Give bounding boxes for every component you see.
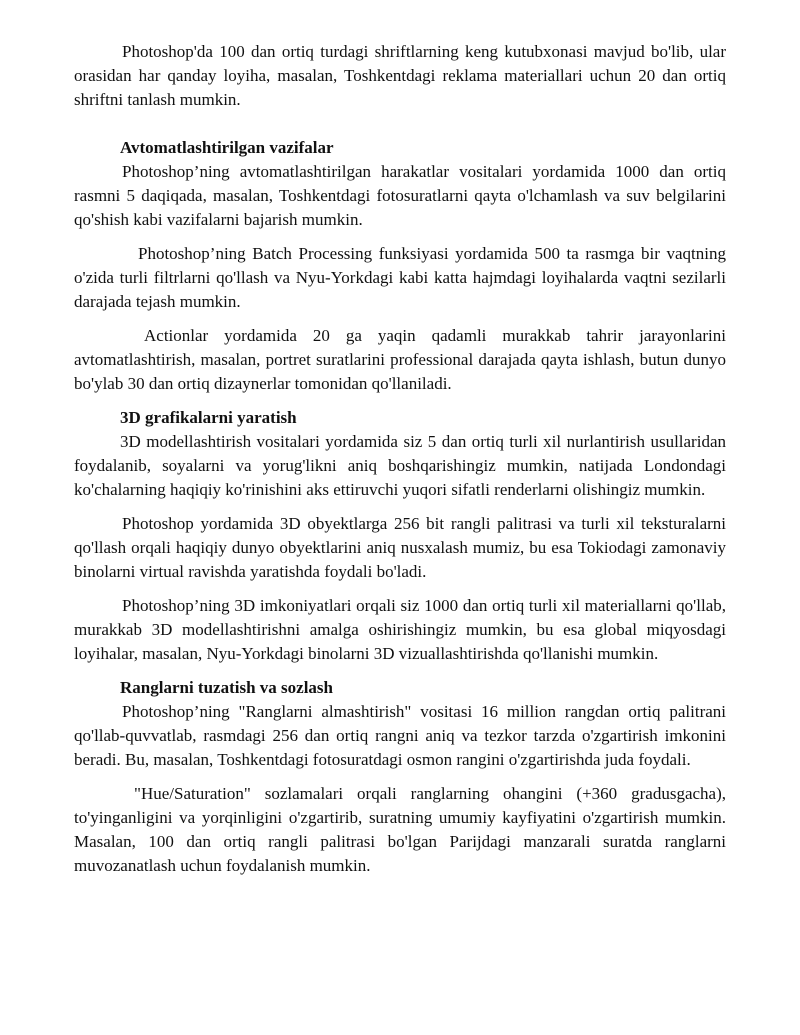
paragraph-3d-textures: Photoshop yordamida 3D obyektlarga 256 bit rangli palitrasi va turli xil teksturalarni qo'llash orqali haqiqiy dunyo obyektlarini aniq nusxalash mumiz, bu esa Tokiodagi zamonaviy binolarni virtual ravishda yaratishda foydali bo'ladi.	[74, 514, 726, 581]
heading-color-correction: Ranglarni tuzatish va sozlash	[120, 678, 333, 697]
paragraph-actions: Actionlar yordamida 20 ga yaqin qadamli murakkab tahrir jarayonlarini avtomatlashtirish, masalan, portret suratlarini professional darajada qayta ishlash, butun dunyo bo'ylab 30 dan ortiq dizaynerlar tomonidan qo'llaniladi.	[74, 326, 726, 393]
document-page	[74, 40, 726, 878]
paragraph-hue-saturation: "Hue/Saturation" sozlamalari orqali ranglarning ohangini (+360 gradusgacha), to'yinganligini va yorqinligini o'zgartirib, suratning umumiy kayfiyatini o'zgartirish mumkin. Masalan, 100 dan ortiq rangli palitrasi bo'lgan Parijdagi manzarali suratda ranglarni muvozanatlash uchun foydalanish mumkin.	[74, 784, 726, 875]
paragraph-3d-materials: Photoshop’ning 3D imkoniyatlari orqali siz 1000 dan ortiq turli xil materiallarni qo'llab, murakkab 3D modellashtirishni amalga oshirishingiz mumkin, bu esa global miqyosdagi loyihalar, masalan, Nyu-Yorkdagi binolarni 3D vizuallashtirishda qo'llanishi mumkin.	[74, 596, 726, 663]
paragraph-3d-modeling: 3D modellashtirish vositalari yordamida siz 5 dan ortiq turli xil nurlantirish usullaridan foydalanib, soyalarni va yorug'likni aniq boshqarishingiz mumkin, natijada Londondagi ko'chalarning haqiqiy ko'rinishini aks ettiruvchi yuqori sifatli renderlarni olishingiz mumkin.	[74, 432, 726, 499]
paragraph-replace-color: Photoshop’ning "Ranglarni almashtirish" vositasi 16 million rangdan ortiq palitrani qo'llab-quvvatlab, rasmdagi 256 dan ortiq rangni aniq va tezkor tarzda o'zgartirish imkonini beradi. Bu, masalan, Toshkentdagi fotosuratdagi osmon rangini o'zgartirishda juda foydali.	[74, 702, 726, 769]
heading-automated-tasks: Avtomatlashtirilgan vazifalar	[120, 138, 334, 157]
paragraph-automation-actions: Photoshop’ning avtomatlashtirilgan harakatlar vositalari yordamida 1000 dan ortiq rasmni 5 daqiqada, masalan, Toshkentdagi fotosuratlarni qayta o'lchamlash va suv belgilarini qo'shish kabi vazifalarni bajarish mumkin.	[74, 162, 726, 229]
heading-3d-graphics: 3D grafikalarni yaratish	[120, 408, 297, 427]
paragraph-batch-processing: Photoshop’ning Batch Processing funksiyasi yordamida 500 ta rasmga bir vaqtning o'zida turli filtrlarni qo'llash va Nyu-Yorkdagi kabi katta hajmdagi loyihalarda vaqtni sezilarli darajada tejash mumkin.	[74, 244, 726, 311]
paragraph-fonts: Photoshop'da 100 dan ortiq turdagi shriftlarning keng kutubxonasi mavjud bo'lib, ular orasidan har qanday loyiha, masalan, Toshkentdagi reklama materiallari uchun 20 dan ortiq shriftni tanlash mumkin.	[74, 42, 726, 109]
